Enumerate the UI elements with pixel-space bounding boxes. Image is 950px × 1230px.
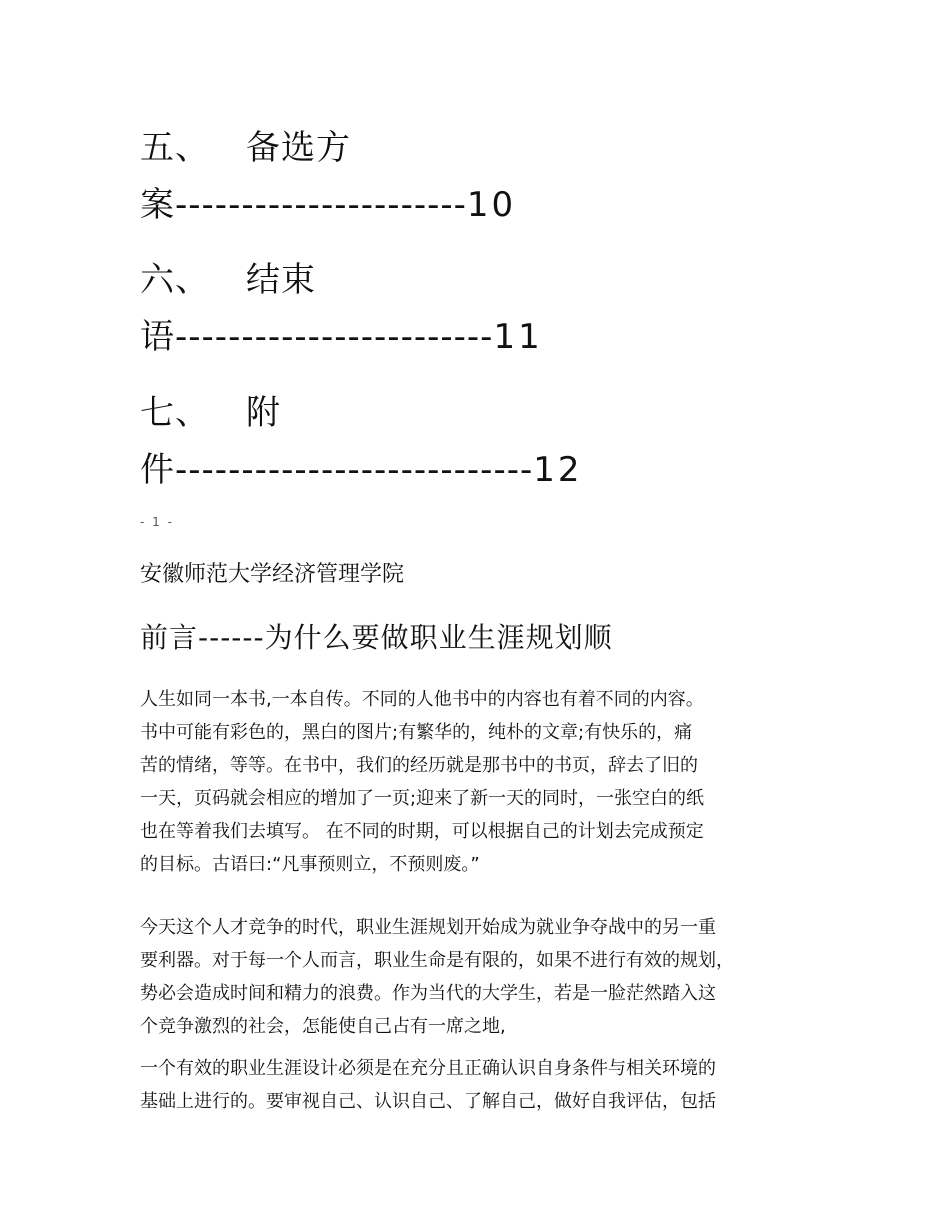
toc-leader: --------------------------- <box>175 450 534 490</box>
toc-entry-title: 备选方 <box>246 128 351 168</box>
paragraph-1 <box>140 683 840 881</box>
toc-entry-number: 六、 <box>140 260 210 300</box>
page-number: - 1 - <box>140 515 174 529</box>
text-line: 要利器。对于每一个人而言，职业生命是有限的，如果不进行有效的规划， <box>140 950 734 971</box>
text-line: 基础上进行的。要审视自己、认识自己、了解自己，做好自我评估，包括 <box>140 1091 716 1112</box>
section-heading: 前言------为什么要做职业生涯规划顺 <box>140 621 613 654</box>
toc-leader: ---------------------- <box>175 185 467 225</box>
paragraph-2 <box>140 911 840 1043</box>
toc-page-number: 12 <box>533 450 583 490</box>
toc-entry-number: 七、 <box>140 393 210 433</box>
toc-entry-title: 附 <box>246 393 281 433</box>
school-name: 安徽师范大学经济管理学院 <box>140 562 405 587</box>
text-line: 势必会造成时间和精力的浪费。作为当代的大学生，若是一脸茫然踏入这 <box>140 983 716 1004</box>
toc-entry-number: 五、 <box>140 128 210 168</box>
toc-page-number: 11 <box>493 317 543 357</box>
text-line: 一天，页码就会相应的增加了一页;迎来了新一天的同时，一张空白的纸 <box>140 788 705 809</box>
text-line: 的目标。古语曰:“凡事预则立，不预则废。” <box>140 854 480 875</box>
toc-entry-5-title <box>140 128 351 168</box>
text-line: 个竞争激烈的社会，怎能使自己占有一席之地, <box>140 1016 506 1037</box>
toc-entry-7-leader <box>140 450 583 490</box>
text-line: 今天这个人才竞争的时代，职业生涯规划开始成为就业争夺战中的另一重 <box>140 917 716 938</box>
text-line: 书中可能有彩色的，黑白的图片;有繁华的，纯朴的文章;有快乐的，痛 <box>140 722 693 743</box>
toc-page-number: 10 <box>466 185 517 225</box>
toc-entry-7-title <box>140 393 281 433</box>
toc-entry-title-cont: 语 <box>140 317 175 357</box>
text-line: 苦的情绪，等等。在书中，我们的经历就是那书中的书页，辞去了旧的 <box>140 755 698 776</box>
text-line: 人生如同一本书,一本自传。不同的人他书中的内容也有着不同的内容。 <box>140 689 704 710</box>
toc-entry-title-cont: 案 <box>140 185 175 225</box>
toc-entry-5-leader <box>140 185 516 225</box>
toc-entry-6-title <box>140 260 316 300</box>
toc-entry-6-leader <box>140 317 543 357</box>
toc-entry-title: 结束 <box>246 260 316 300</box>
paragraph-3 <box>140 1052 840 1118</box>
text-line: 也在等着我们去填写。 在不同的时期，可以根据自己的计划去完成预定 <box>140 821 704 842</box>
toc-leader: ------------------------ <box>175 317 494 357</box>
toc-entry-title-cont: 件 <box>140 450 175 490</box>
text-line: 一个有效的职业生涯设计必须是在充分且正确认识自身条件与相关环境的 <box>140 1058 716 1079</box>
